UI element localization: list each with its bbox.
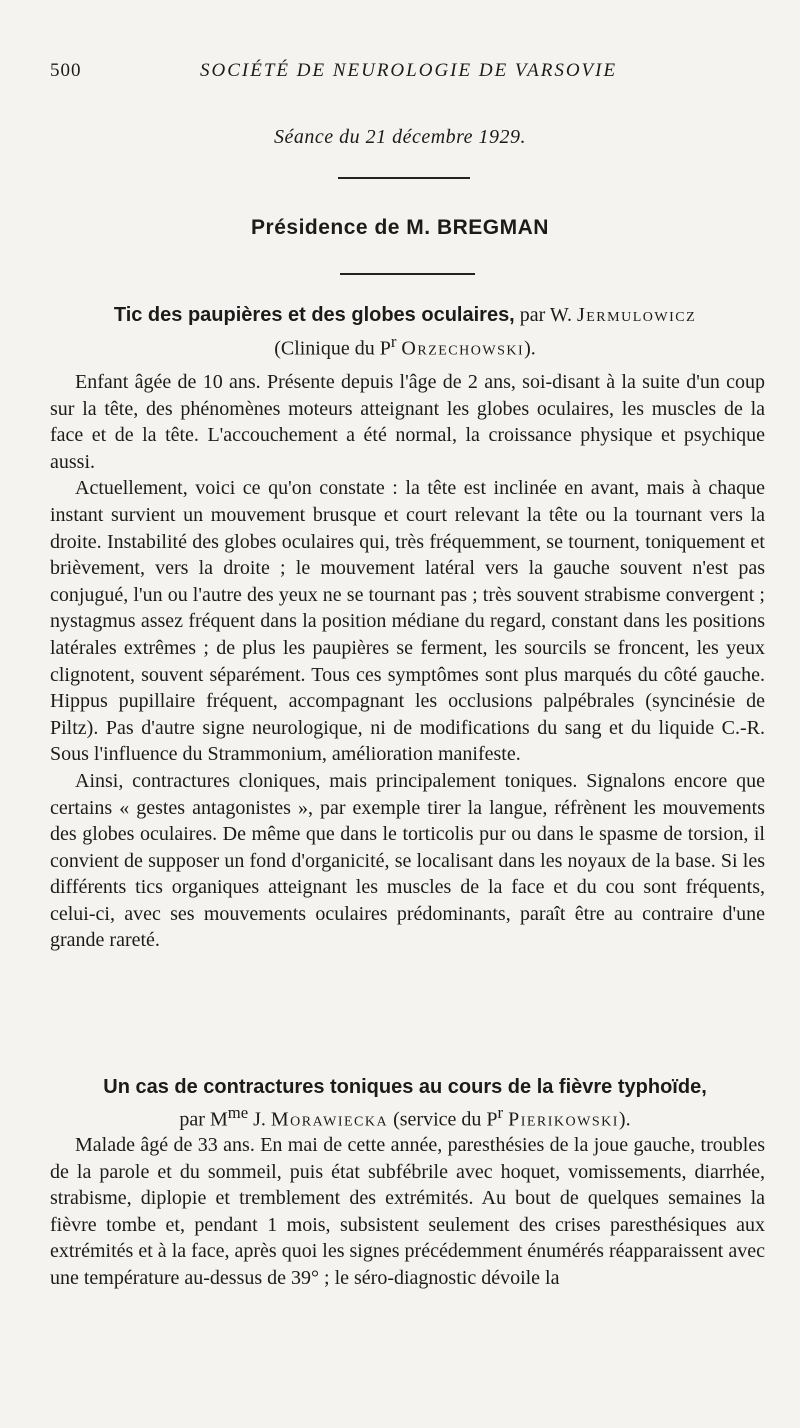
service-sup: r: [497, 1103, 504, 1122]
clinic-open: (Clinique du P: [274, 337, 391, 360]
article-1-body: [50, 369, 765, 954]
article-1-title: [40, 302, 770, 328]
session-date: Séance du 21 décembre 1929.: [273, 126, 527, 148]
paragraph: Malade âgé de 33 ans. En mai de cette année, paresthésies de la joue gauche, troubles de la parole et du sommeil, puis état subfébrile avec hoquet, vomissements, diarrhée, strabisme, diplopie et tremblement des extrémités. Au bout de quelques semaines la fièvre tombe et, pendant 1 mois, subsistent seulement des crises paresthésiques aux extrémités et à la face, après quoi les signes précédemment énumérés réapparaissent avec une température au-dessus de 39° ; le séro-diagnostic dévoile la: [50, 1134, 765, 1289]
service-close: ).: [618, 1108, 631, 1131]
presidence-heading: Présidence de M. BREGMAN: [251, 216, 549, 239]
paragraph: Ainsi, contractures cloniques, mais principalement toniques. Signalons encore que certains « gestes antagonistes », par exemple tirer la langue, réfrènent les mouvements des globes oculaires. De même que dans le torticolis pur ou dans le spasme de torsion, il convient de supposer un fond d'organicité, se localisant dans les noyaux de la base. Si les différents tics organiques atteignant les muscles de la face et du cou sont fréquents, celui-ci, avec ses mouvements oculaires prédominants, paraît être au contraire d'une grande rareté.: [50, 769, 765, 952]
article-1-author: Jermulowicz: [576, 304, 697, 326]
author-initial: J.: [253, 1108, 266, 1131]
journal-title: SOCIÉTÉ DE NEUROLOGIE DE VARSOVIE: [200, 60, 618, 81]
paragraph: Enfant âgée de 10 ans. Présente depuis l'âge de 2 ans, soi-disant à la suite d'un coup sur la tête, des phénomènes moteurs atteignant les globes oculaires, les muscles de la face et de la tête. L'accouchement a été normal, la croissance physique et psychique aussi.: [50, 371, 765, 473]
article-2-byline: [40, 1100, 770, 1133]
by-open: par M: [179, 1108, 228, 1131]
clinic-name: Orzechowski: [401, 337, 525, 360]
service-name: Pierikowski: [508, 1108, 619, 1131]
clinic-close: ).: [524, 337, 536, 360]
article-2-body: [50, 1132, 765, 1292]
clinic-sup: r: [390, 332, 397, 351]
article-1-by: par W.: [519, 304, 572, 326]
article-1-affiliation: [40, 329, 770, 362]
divider-rule: [338, 177, 470, 179]
article-2-author: Morawiecka: [270, 1108, 389, 1131]
article-2-title-text: Un cas de contractures toniques au cours de la fièvre typhoïde,: [103, 1076, 707, 1098]
divider-rule: [340, 273, 475, 275]
running-head: [50, 60, 765, 90]
article-2-title: [40, 1074, 770, 1100]
by-sup: me: [227, 1103, 249, 1122]
service-open: (service du P: [393, 1108, 498, 1131]
paragraph: Actuellement, voici ce qu'on constate : la tête est inclinée en avant, mais à chaque instant survient un mouvement brusque et court relevant la tête ou la tournant vers la droite. Instabilité des globes oculaires qui, très fréquemment, se tournent, toniquement et brièvement, vers la droite ; le mouvement latéral vers la gauche souvent n'est pas conjugué, l'un ou l'autre des yeux ne se tournant pas ; très souvent strabisme convergent ; nystagmus assez fréquent dans la position médiane du regard, constant dans les positions latérales extrêmes ; de plus les paupières se ferment, les sourcils se froncent, les yeux clignotent, souvent séparément. Tous ces symptômes sont plus marqués du côté gauche. Hippus pupillaire fréquent, accompagnant les occlusions palpébrales (syncinésie de Piltz). Pas d'autre signe neurologique, ni de modifications du sang et du liquide C.-R. Sous l'influence du Strammonium, amélioration manifeste.: [50, 477, 765, 766]
page-number: 500: [50, 60, 82, 81]
article-1-title-text: Tic des paupières et des globes oculaires,: [113, 304, 515, 326]
